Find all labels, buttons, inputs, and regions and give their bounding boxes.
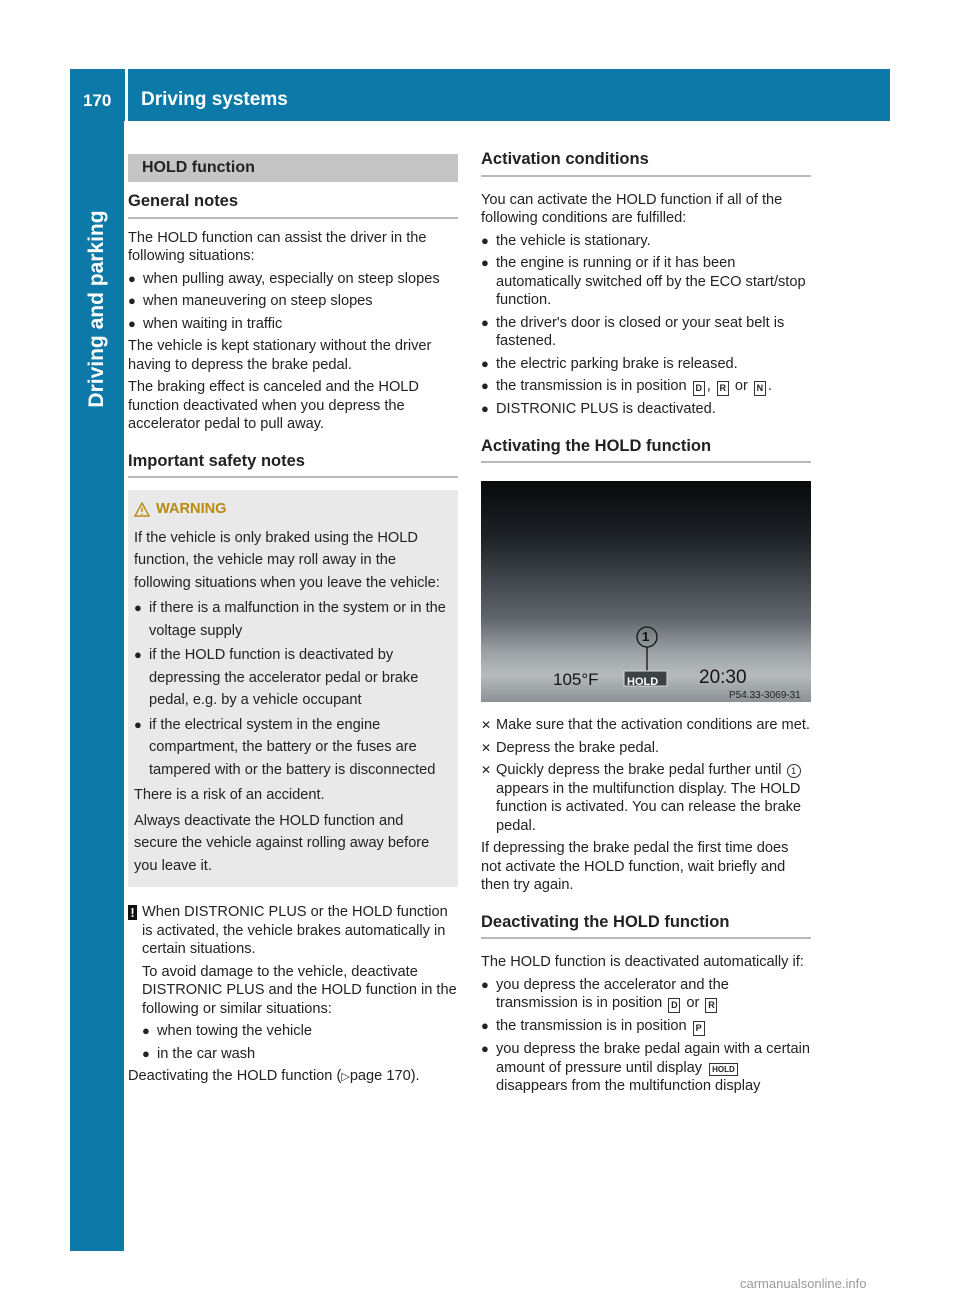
general-notes-p1: The vehicle is kept stationary without the driver having to depress the brake pedal. [128,338,432,373]
header-separator [125,69,128,121]
warning-icon [134,502,150,517]
list-item: ● when waiting in traffic [128,315,283,332]
page-header [70,69,890,121]
deactivating-list [481,976,811,1096]
activating-heading: Activating the HOLD function [481,437,811,464]
list-item: ● the driver's door is closed or your seat belt is fastened. [481,314,785,349]
warning-risk: There is a risk of an accident. [134,787,325,803]
list-item: ● the electric parking brake is released. [481,355,738,372]
general-notes-intro: The HOLD function can assist the driver in the following situations: [128,229,427,264]
hold-display-icon: HOLD [709,1063,738,1076]
warning-advice: Always deactivate the HOLD function and secure the vehicle against rolling away before you leave it. [134,812,430,874]
activation-intro: You can activate the HOLD function if all of the following conditions are fulfilled: [481,191,783,226]
notice-text: When DISTRONIC PLUS or the HOLD function is activated, the vehicle brakes automatically in certain situations. [142,904,448,957]
notice-text2: To avoid damage to the vehicle, deactivate DISTRONIC PLUS and the HOLD function in the following or similar situations: [142,963,457,1017]
activating-after: If depressing the brake pedal the first time does not activate the HOLD function, wait briefly and then try again. [481,840,789,893]
list-item: ● you depress the accelerator and the transmission is in position D or R [481,976,729,1011]
left-column [128,154,458,1087]
exclamation-icon: ! [128,905,137,920]
list-item: ● the engine is running or if it has been automatically switched off by the ECO start/stop function. [481,255,806,308]
key-p-icon: P [693,1021,705,1036]
page-number: 170 [83,91,112,110]
activation-list [481,232,811,419]
page-ref-arrow-icon: ▷ [341,1071,350,1083]
general-notes-p2: The braking effect is canceled and the HOLD function deactivated when you depress the accelerator pedal to pull away. [128,379,419,432]
list-item: ● the vehicle is stationary. [481,232,651,249]
general-notes-list [128,270,458,334]
list-item: ● you depress the brake pedal again with a certain amount of pressure until display HOLD disappears from the multifunction display [481,1041,810,1094]
page-ref-link[interactable]: page 170 [349,1068,411,1084]
activation-heading: Activation conditions [481,150,811,177]
list-item: ● if the HOLD function is deactivated by depressing the accelerator pedal or brake pedal, e.g. by a vehicle occupant [134,647,419,708]
step-item: ✕ Quickly depress the brake pedal further until 1 appears in the multifunction display. The HOLD function is activated. You can release the brake pedal. [481,762,802,834]
multifunction-display-image [481,481,811,702]
display-overlay [481,481,811,702]
display-temperature: 105°F [553,670,599,689]
list-item: ● if there is a malfunction in the system or in the voltage supply [134,600,446,639]
watermark: carmanualsonline.info [740,1276,867,1291]
step-item: ✕ Depress the brake pedal. [481,739,660,756]
chapter-title: Driving systems [141,89,288,110]
list-item: ● DISTRONIC PLUS is deactivated. [481,401,716,417]
warning-title: WARNING [134,500,450,519]
list-item: ● when maneuvering on steep slopes [128,293,373,309]
key-r-icon: R [717,381,729,396]
deactivating-intro: The HOLD function is deactivated automatically if: [481,954,804,970]
callout-number: 1 [642,629,650,644]
list-item: ● the transmission is in position D , R or N . [481,378,772,394]
key-d-icon: D [693,381,705,396]
warning-intro: If the vehicle is only braked using the HOLD function, the vehicle may roll away in the following situations when you leave the vehicle: [134,529,440,591]
notice-block [128,903,458,1063]
safety-heading: Important safety notes [128,452,458,479]
list-item: ● the transmission is in position P [481,1017,811,1036]
right-column [481,150,811,1096]
page-reference: Deactivating the HOLD function (▷page 170). [128,1068,420,1084]
section-title: HOLD function [128,154,458,182]
list-item: ● when pulling away, especially on steep slopes [128,270,440,287]
activation-steps [481,716,811,835]
callout-icon: 1 [787,764,801,778]
warning-list [134,597,450,781]
key-n-icon: N [754,381,766,396]
key-d-icon: D [668,998,680,1013]
list-item: ● if the electrical system in the engine compartment, the battery or the fuses are tampered with or the battery is disconnected [134,716,436,778]
notice-list [142,1022,458,1063]
image-code: P54.33-3069-31 [729,690,801,701]
deactivating-heading: Deactivating the HOLD function [481,913,811,940]
warning-box [128,490,458,887]
side-tab [70,121,124,1251]
general-notes-heading: General notes [128,192,458,219]
list-item: ● when towing the vehicle [142,1023,312,1039]
side-tab-label: Driving and parking [85,210,108,408]
key-r-icon: R [705,998,717,1013]
step-item: ✕ Make sure that the activation conditions are met. [481,717,810,733]
display-time: 20:30 [699,667,747,688]
list-item: ● in the car wash [142,1045,256,1062]
display-hold-badge: HOLD [627,676,659,688]
